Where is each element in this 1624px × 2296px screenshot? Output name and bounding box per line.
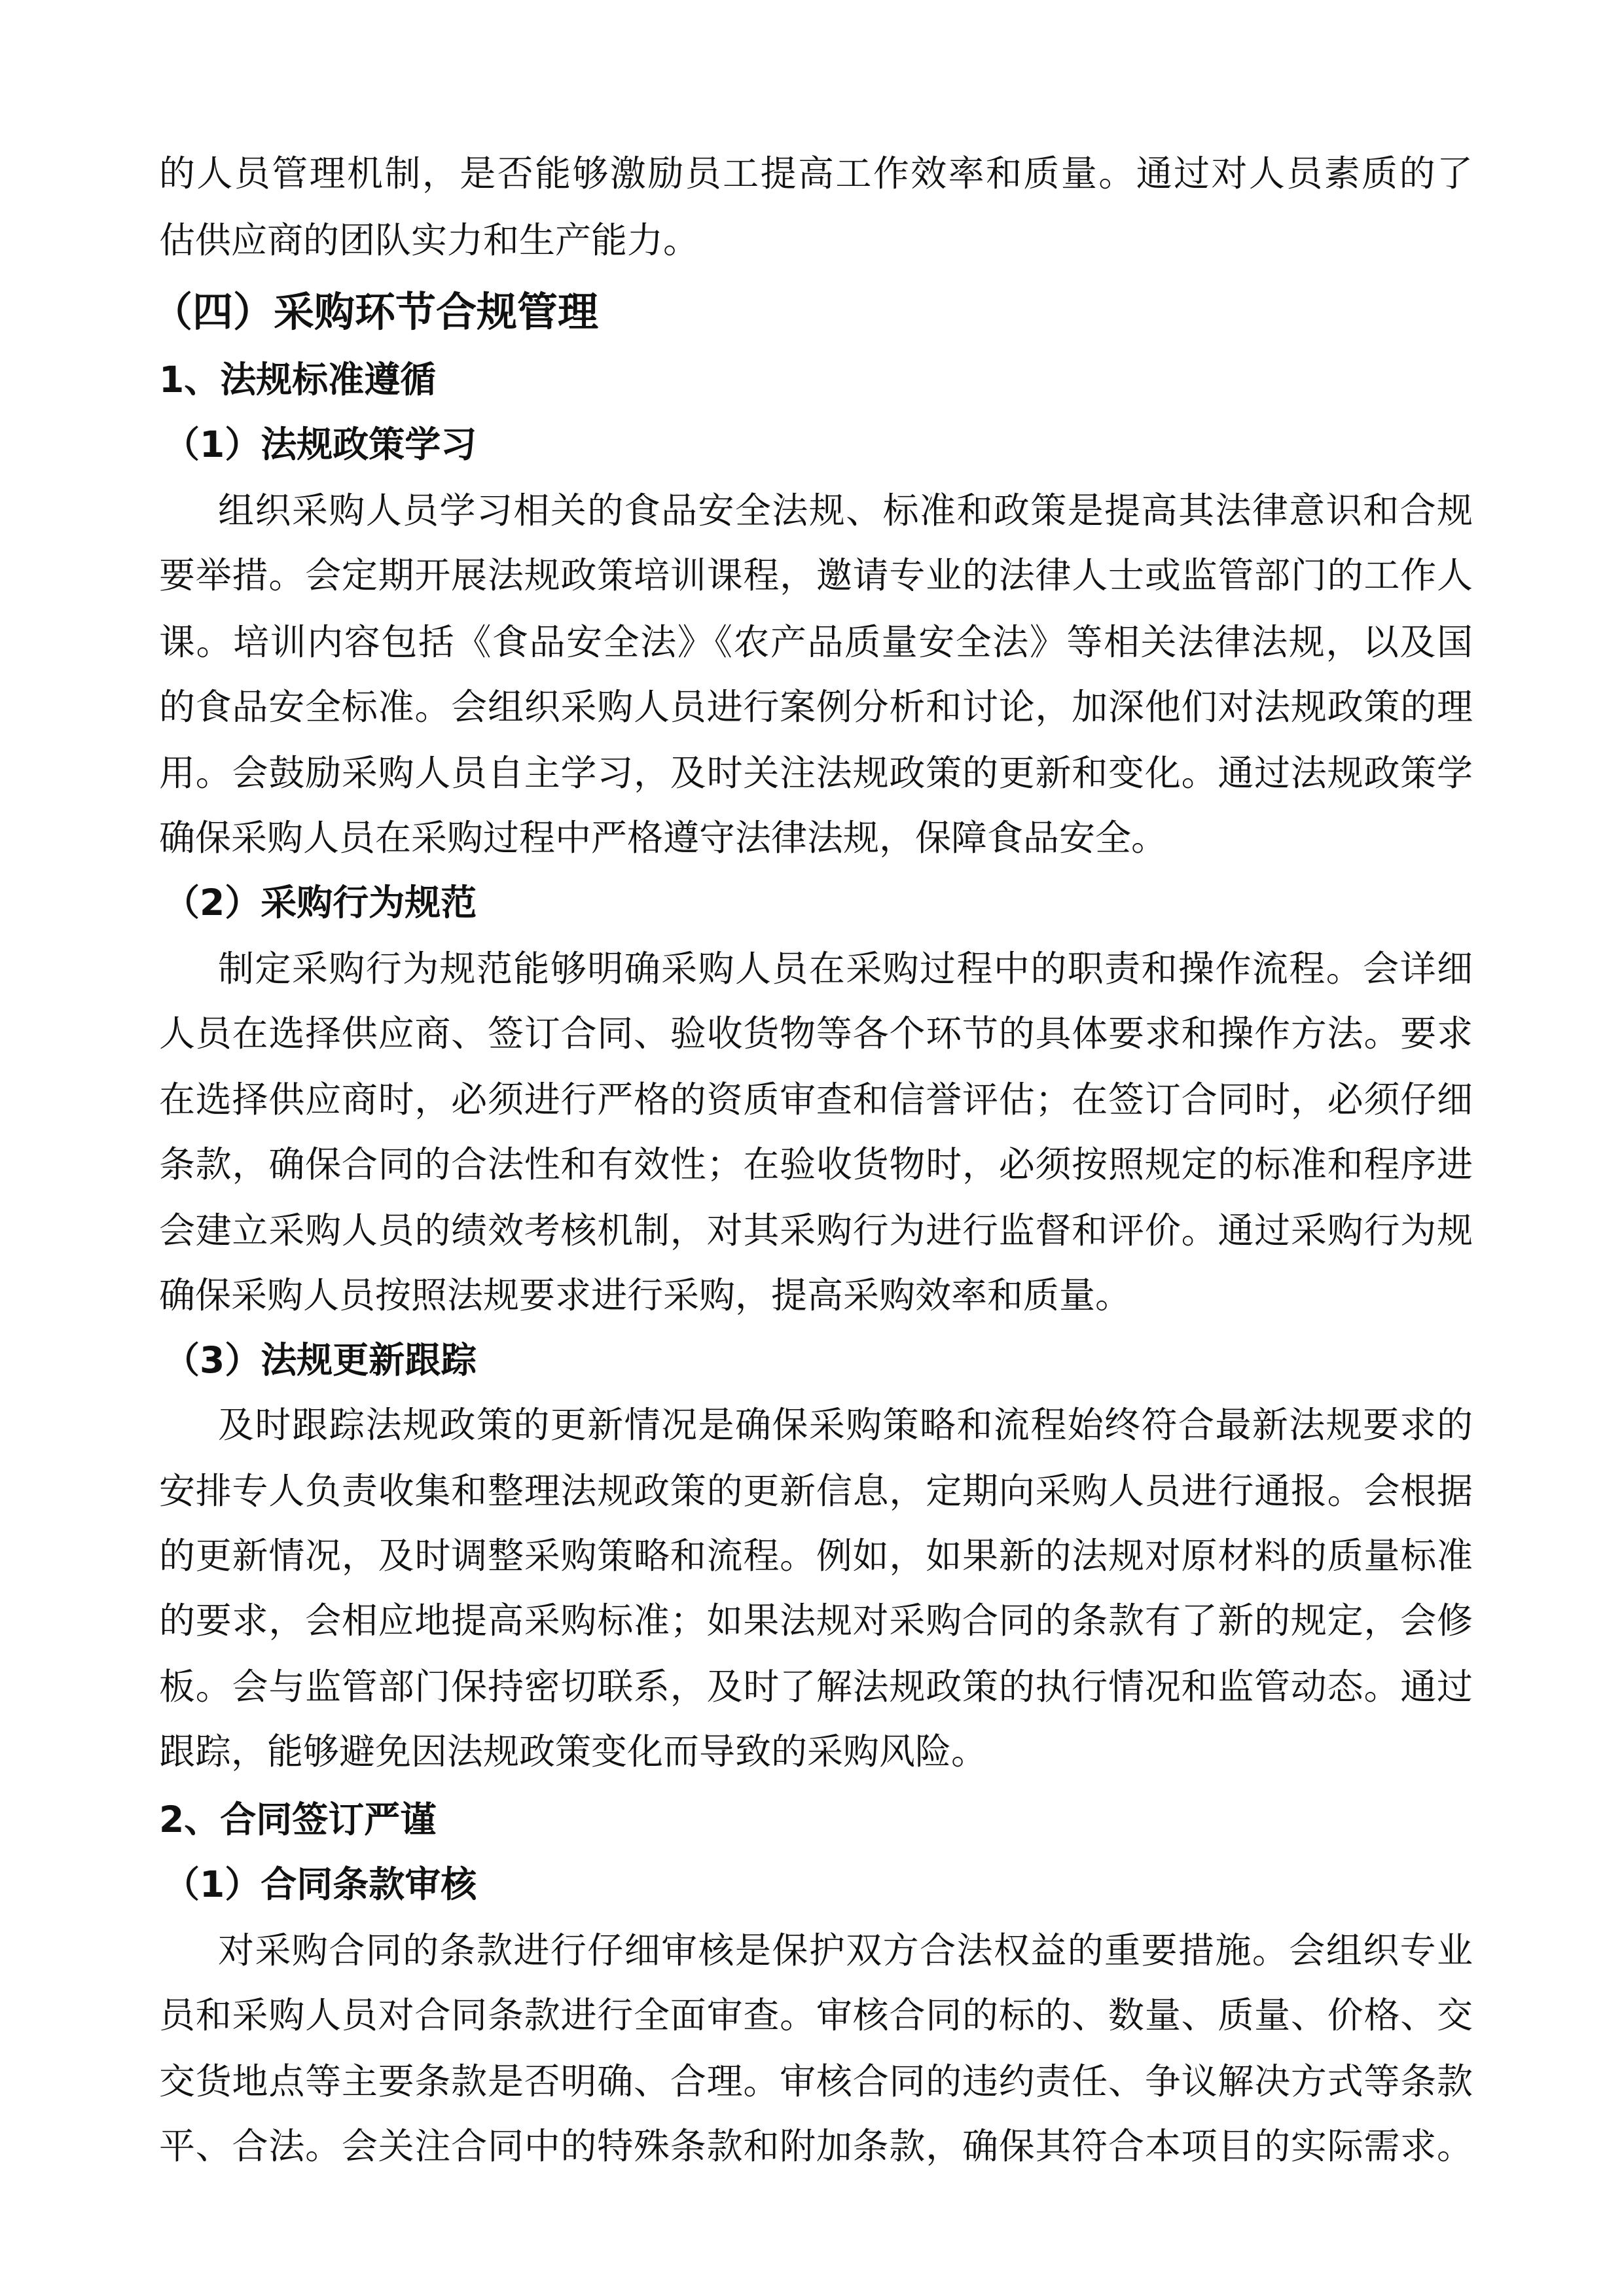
paragraph-first-line: 对采购合同的条款进行仔细审核是保护双方合法权益的重要措施。会组织专业 [218,1929,1473,1971]
body-text-line: 员和采购人员对合同条款进行全面审查。审核合同的标的、数量、质量、价格、交 [159,1994,1473,2036]
body-text-line: 确保采购人员按照法规要求进行采购，提高采购效率和质量。 [159,1274,1132,1317]
body-text-line: 课。培训内容包括《食品安全法》《农产品质量安全法》等相关法律法规，以及国 [159,620,1473,663]
sub-subsection-heading: （2）采购行为规范 [164,881,477,924]
paragraph-first-line: 及时跟踪法规政策的更新情况是确保采购策略和流程始终符合最新法规要求的 [218,1404,1473,1446]
body-text-line: 交货地点等主要条款是否明确、合理。审核合同的违约责任、争议解决方式等条款 [159,2060,1473,2103]
body-text-line: 的食品安全标准。会组织采购人员进行案例分析和讨论，加深他们对法规政策的理 [159,685,1473,728]
section-heading: （四）采购环节合规管理 [152,287,599,336]
body-text-line: 会建立采购人员的绩效考核机制，对其采购行为进行监督和评价。通过采购行为规 [159,1210,1473,1252]
body-text-line: 用。会鼓励采购人员自主学习，及时关注法规政策的更新和变化。通过法规政策学 [159,751,1473,794]
subsection-heading: 1、法规标准遵循 [159,359,437,401]
body-text-line: 估供应商的团队实力和生产能力。 [159,219,700,261]
body-text-line: 的要求，会相应地提高采购标准；如果法规对采购合同的条款有了新的规定，会修 [159,1600,1473,1642]
body-text-line: 的更新情况，及时调整采购策略和流程。例如，如果新的法规对原材料的质量标准 [159,1535,1473,1577]
body-text-line: 跟踪，能够避免因法规政策变化而导致的采购风险。 [159,1731,988,1773]
sub-subsection-heading: （3）法规更新跟踪 [164,1339,477,1382]
body-text-line: 人员在选择供应商、签订合同、验收货物等各个环节的具体要求和操作方法。要求 [159,1012,1473,1054]
paragraph-first-line: 制定采购行为规范能够明确采购人员在采购过程中的职责和操作流程。会详细 [218,947,1473,990]
sub-subsection-heading: （1）合同条款审核 [164,1863,477,1905]
body-text-line: 安排专人负责收集和整理法规政策的更新信息，定期向采购人员进行通报。会根据 [159,1470,1473,1513]
body-text-line: 在选择供应商时，必须进行严格的资质审查和信誉评估；在签订合同时，必须仔细 [159,1079,1473,1121]
body-text-line: 确保采购人员在采购过程中严格遵守法律法规，保障食品安全。 [159,816,1168,859]
subsection-heading: 2、合同签订严谨 [159,1798,437,1840]
body-text-line: 要举措。会定期开展法规政策培训课程，邀请专业的法律人士或监管部门的工作人 [159,554,1473,597]
paragraph-first-line: 组织采购人员学习相关的食品安全法规、标准和政策是提高其法律意识和合规 [218,490,1473,532]
body-text-line: 板。会与监管部门保持密切联系，及时了解法规政策的执行情况和监管动态。通过 [159,1666,1473,1708]
body-text-line: 的人员管理机制，是否能够激励员工提高工作效率和质量。通过对人员素质的了 [159,152,1473,195]
body-text-line: 条款，确保合同的合法性和有效性；在验收货物时，必须按照规定的标准和程序进 [159,1143,1473,1185]
sub-subsection-heading: （1）法规政策学习 [164,423,477,466]
body-text-line: 平、合法。会关注合同中的特殊条款和附加条款，确保其符合本项目的实际需求。 [159,2125,1473,2168]
